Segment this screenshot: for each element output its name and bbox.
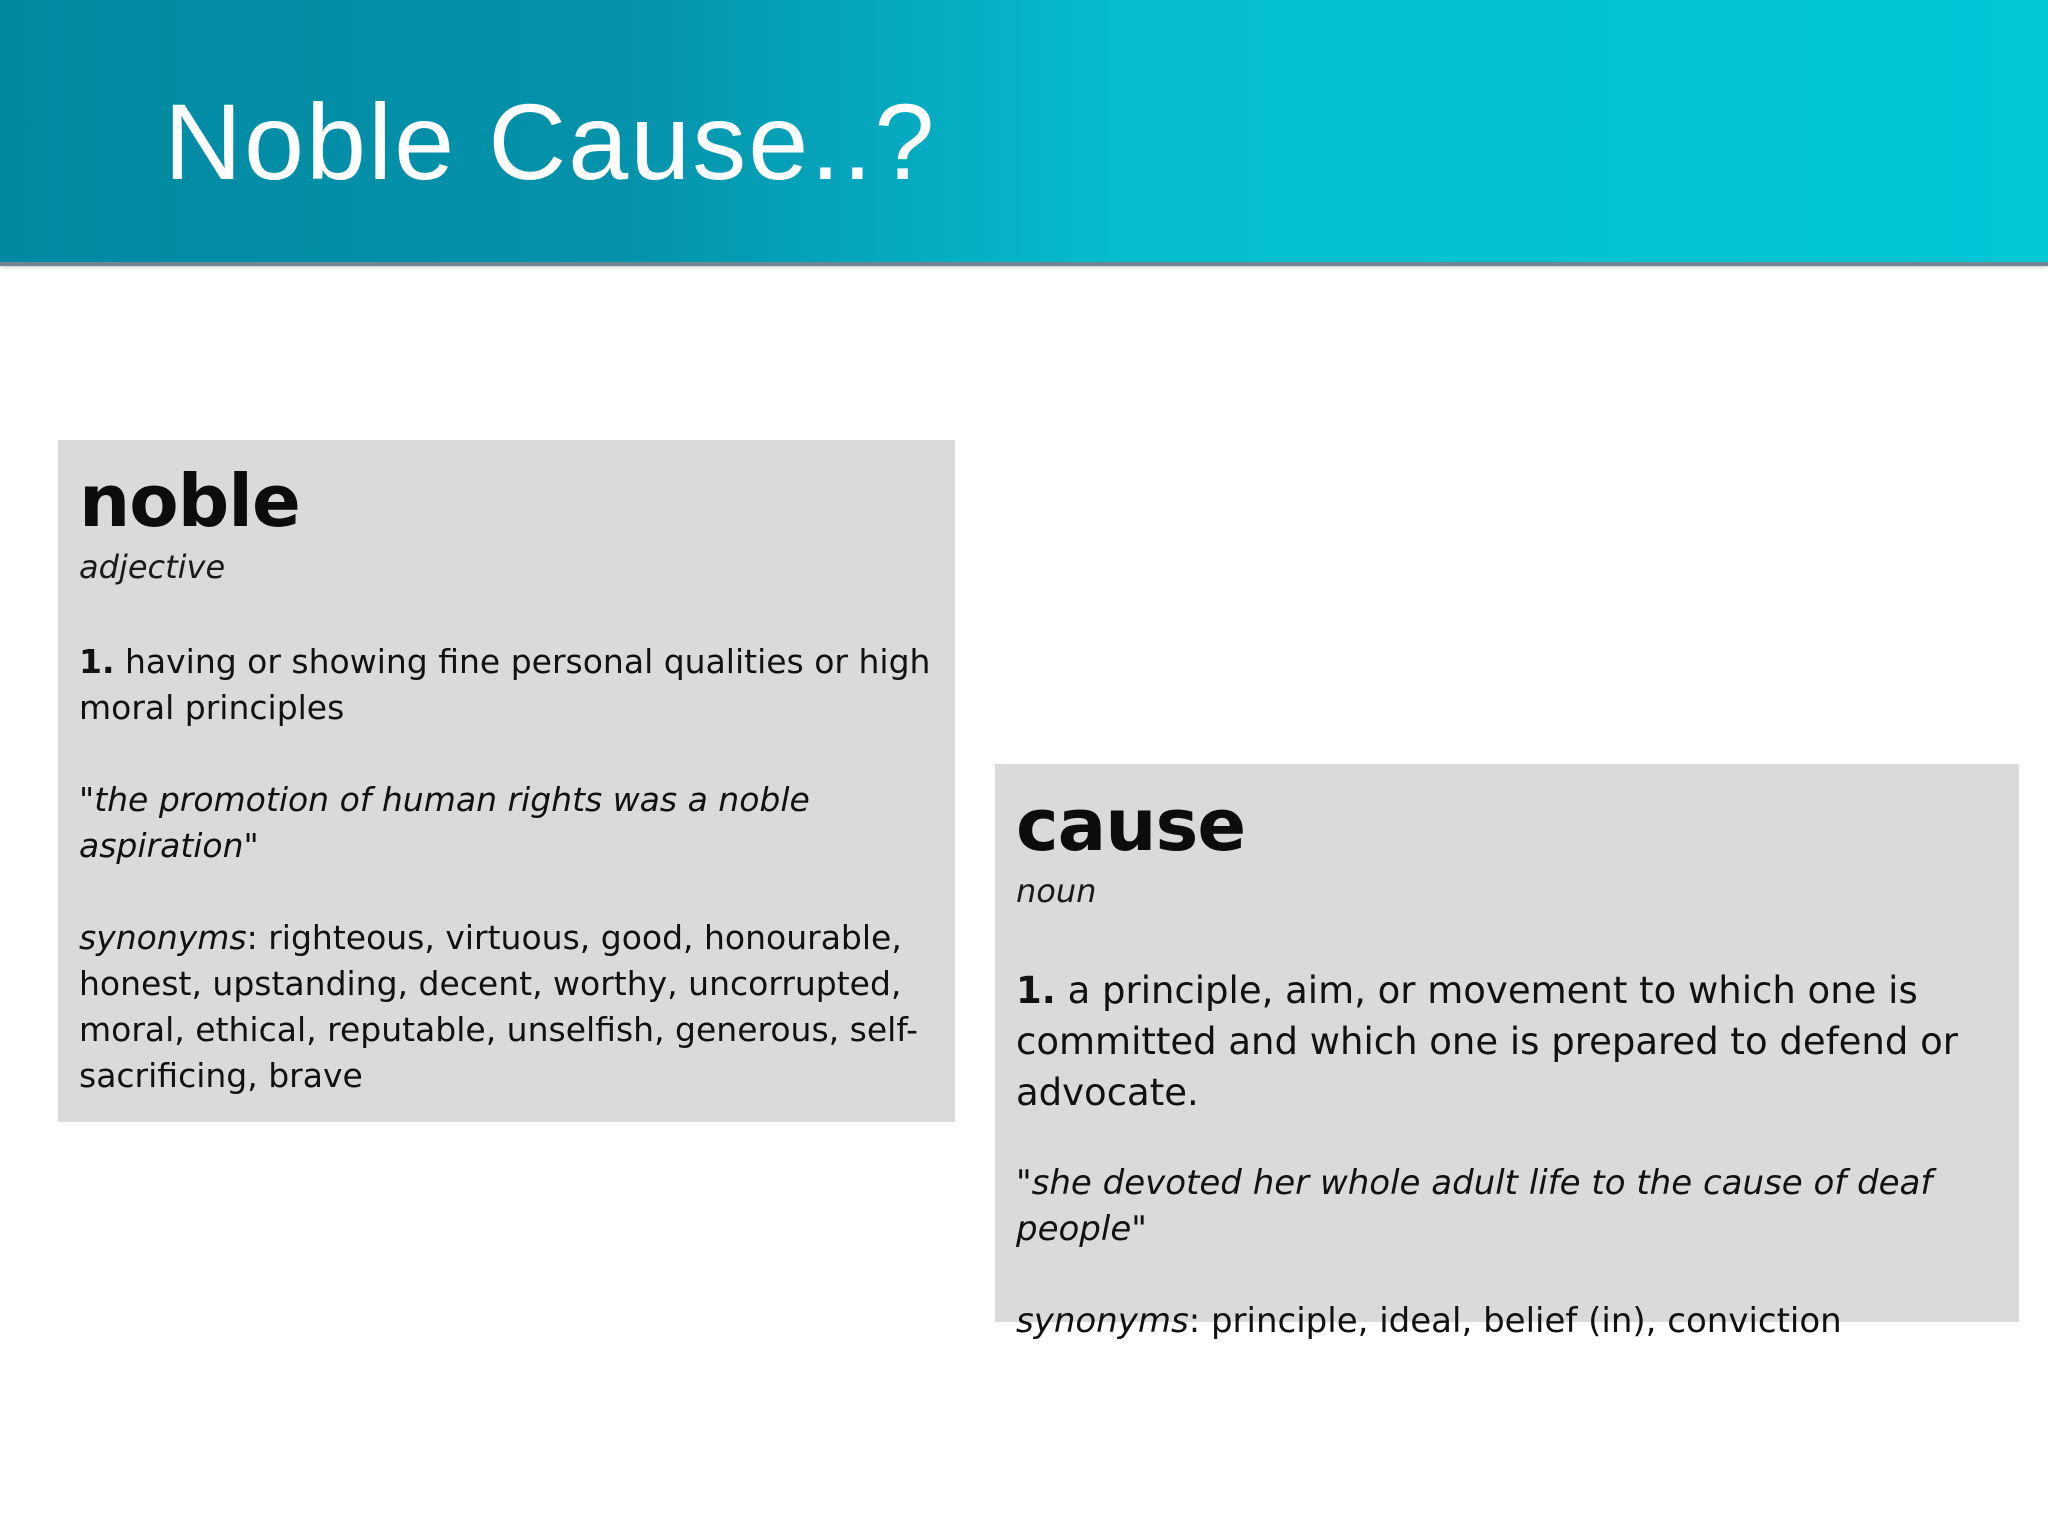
part-of-speech-noble: adjective (79, 548, 226, 587)
sense-noble (79, 639, 935, 731)
example-open-quote: " (1016, 1162, 1032, 1203)
sense-text: a principle, aim, or movement to which one is committed and which one is prepared to defend or advocate. (1016, 968, 1958, 1114)
part-of-speech-cause: noun (1016, 872, 1097, 911)
title-banner (0, 0, 2048, 262)
example-open-quote: " (79, 779, 95, 819)
sense-number: 1. (1016, 968, 1056, 1012)
synonyms-noble (79, 915, 935, 1099)
synonyms-label: synonyms (79, 917, 247, 957)
slide-title: Noble Cause..? (164, 81, 937, 202)
example-close-quote: " (1131, 1208, 1147, 1249)
synonyms-list: principle, ideal, belief (in), conviction (1210, 1300, 1842, 1341)
synonyms-label: synonyms (1016, 1300, 1189, 1341)
synonyms-separator: : (246, 917, 269, 957)
example-noble (79, 777, 935, 869)
definition-card-noble (58, 440, 955, 1122)
example-close-quote: " (243, 825, 259, 865)
sense-cause (1016, 965, 1999, 1118)
synonyms-list: righteous, virtuous, good, honourable, honest, upstanding, decent, worthy, uncorrupted, moral, ethical, reputable, unselfish, generous, self-sacrificing, brave (79, 917, 919, 1095)
sense-number: 1. (79, 641, 115, 681)
synonyms-separator: : (1188, 1300, 1211, 1341)
synonyms-cause (1016, 1298, 1999, 1344)
definition-card-cause (995, 764, 2019, 1341)
title-banner-underline (0, 262, 2048, 266)
example-text: the promotion of human rights was a noble aspiration (79, 779, 810, 865)
example-cause (1016, 1160, 1999, 1252)
headword-noble: noble (79, 459, 300, 543)
headword-cause: cause (1016, 783, 1246, 867)
example-text: she devoted her whole adult life to the cause of deaf people (1016, 1162, 1933, 1249)
sense-text: having or showing fine personal qualities or high moral principles (79, 641, 931, 727)
